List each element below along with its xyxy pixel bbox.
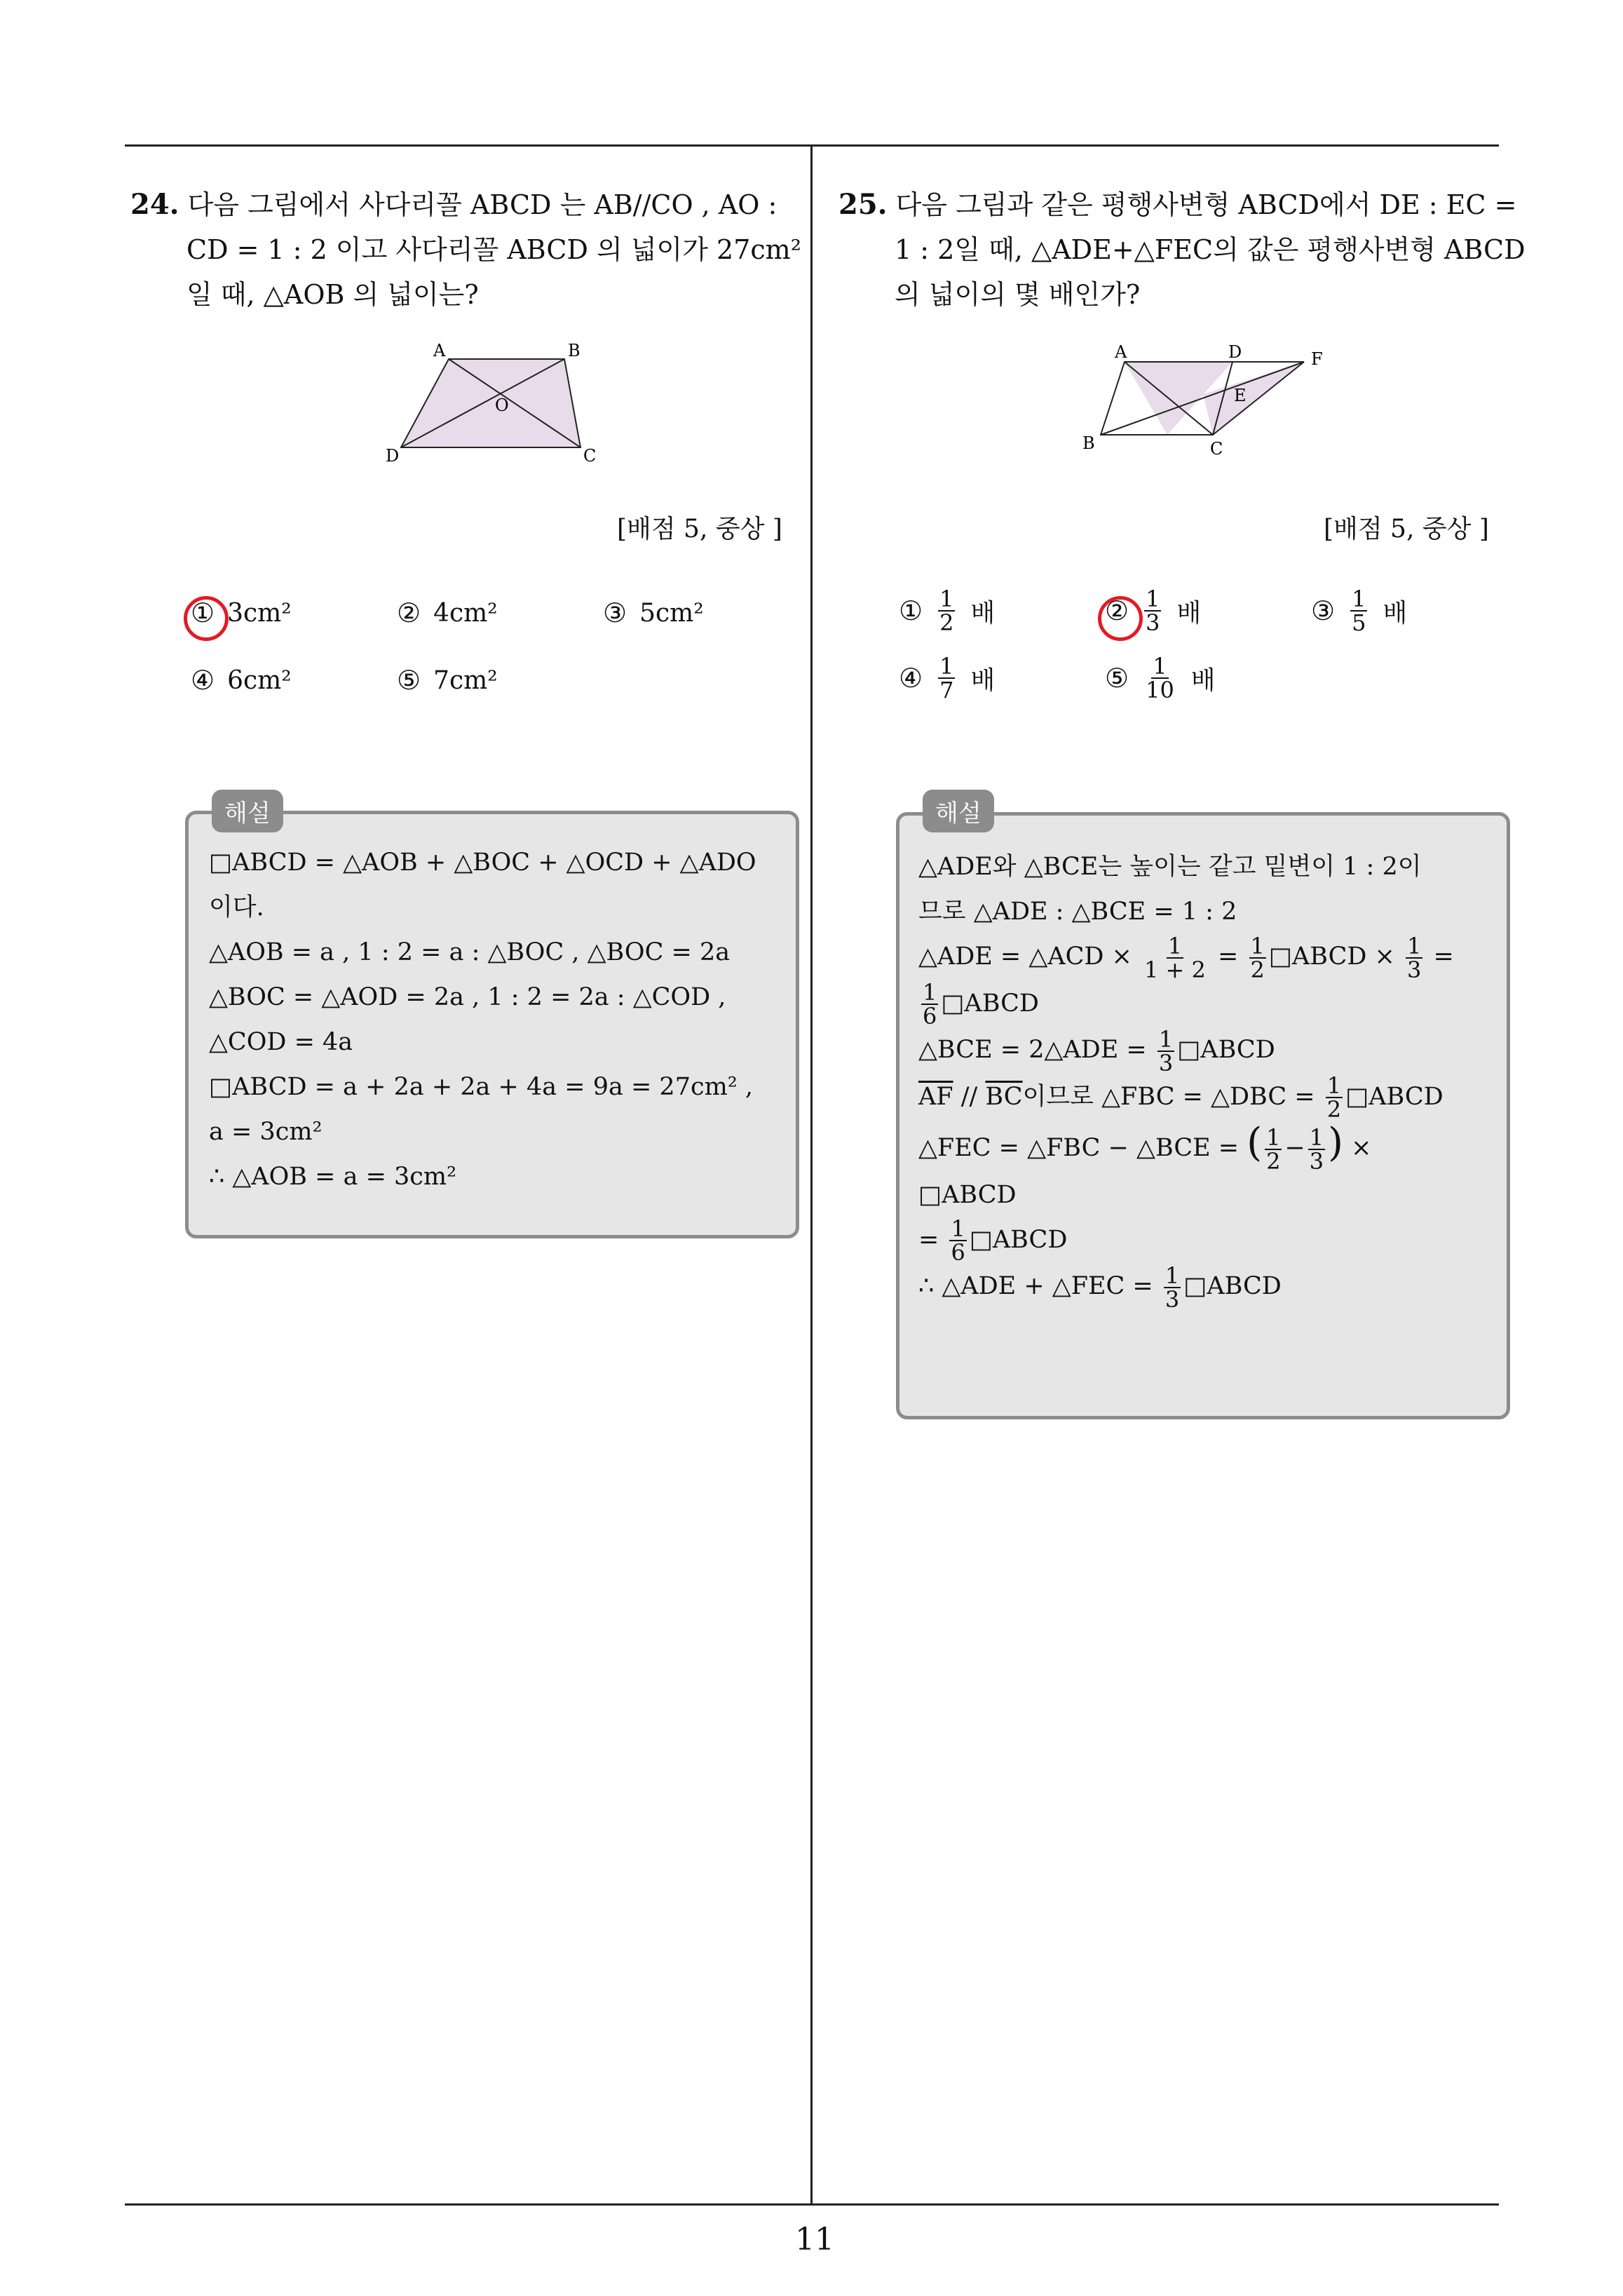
math-text: △ADE = △ACD × bbox=[918, 943, 1132, 971]
paren-open: ( bbox=[1247, 1120, 1263, 1166]
option-marker: ① bbox=[899, 595, 923, 626]
math-text: ∴ △ADE + △FEC = bbox=[918, 1272, 1153, 1300]
option-5[interactable] bbox=[1105, 655, 1216, 701]
label-F: F bbox=[1311, 349, 1323, 369]
fraction bbox=[1308, 1123, 1325, 1175]
option-2[interactable] bbox=[397, 597, 498, 628]
math-text: □ABCD bbox=[941, 989, 1039, 1018]
label-D: D bbox=[1228, 342, 1242, 362]
option-marker: ③ bbox=[603, 597, 627, 628]
denominator: 3 bbox=[1146, 609, 1160, 636]
math-text: = bbox=[1433, 943, 1454, 971]
solution-line: 이다. bbox=[209, 893, 264, 921]
bottom-rule bbox=[125, 2203, 1499, 2206]
question-25 bbox=[838, 182, 1526, 317]
question-24 bbox=[130, 182, 803, 317]
solution-line: □ABCD = △AOB + △BOC + △OCD + △ADO bbox=[209, 849, 756, 877]
fraction bbox=[1143, 932, 1207, 983]
option-2[interactable] bbox=[1105, 588, 1201, 634]
denominator: 2 bbox=[1266, 1147, 1281, 1175]
option-marker: ④ bbox=[899, 663, 923, 694]
solution-line: △BOC = △AOD = 2a , 1 : 2 = 2a : △COD , bbox=[209, 983, 726, 1011]
label-A: A bbox=[433, 344, 446, 360]
option-text: 6cm² bbox=[227, 666, 292, 695]
option-marker: ② bbox=[397, 597, 421, 628]
numerator: 1 bbox=[1146, 586, 1160, 612]
math-text: = bbox=[918, 1225, 939, 1254]
solution-tag: 해설 bbox=[212, 790, 283, 832]
math-text: △BCE = 2△ADE = bbox=[918, 1036, 1147, 1064]
option-marker: ③ bbox=[1311, 595, 1336, 626]
math-text: $\overline{BC}$ bbox=[985, 1082, 1023, 1111]
fraction bbox=[1265, 1123, 1282, 1175]
numerator: 1 bbox=[1158, 1025, 1174, 1053]
option-marker: ④ bbox=[191, 665, 215, 696]
math-text: // bbox=[953, 1082, 986, 1111]
question-25-text bbox=[838, 182, 1526, 317]
denominator: 10 bbox=[1146, 677, 1174, 703]
question-number: 25. bbox=[838, 188, 888, 221]
denominator: 2 bbox=[1250, 956, 1265, 983]
option-1[interactable] bbox=[899, 588, 995, 634]
score-label: [배점 5, 중상 ] bbox=[1324, 515, 1489, 543]
label-C: C bbox=[583, 446, 597, 463]
paren-close: ) bbox=[1328, 1120, 1344, 1166]
option-unit: 배 bbox=[970, 666, 996, 695]
solution-line: 므로 △ADE : △BCE = 1 : 2 bbox=[918, 898, 1237, 926]
fraction bbox=[1406, 932, 1422, 983]
numerator: 1 bbox=[939, 653, 954, 680]
denominator: 1 + 2 bbox=[1144, 956, 1206, 983]
option-unit: 배 bbox=[970, 598, 996, 628]
label-O: O bbox=[495, 396, 509, 415]
option-text: 7cm² bbox=[433, 666, 498, 695]
fraction bbox=[1144, 588, 1161, 634]
solution-25-body bbox=[918, 844, 1454, 1311]
label-A: A bbox=[1115, 342, 1127, 362]
numerator: 1 bbox=[1153, 653, 1167, 680]
option-1[interactable] bbox=[191, 597, 292, 628]
option-unit: 배 bbox=[1383, 598, 1408, 628]
fraction bbox=[1144, 655, 1176, 701]
fraction bbox=[1249, 932, 1266, 983]
fraction bbox=[1326, 1074, 1343, 1121]
denominator: 6 bbox=[951, 1239, 965, 1266]
option-marker: ① bbox=[191, 597, 215, 628]
option-4[interactable] bbox=[899, 655, 995, 701]
solution-line bbox=[918, 934, 1454, 981]
solution-line bbox=[918, 1074, 1454, 1121]
solution-line bbox=[918, 1217, 1454, 1264]
option-5[interactable] bbox=[397, 665, 498, 696]
numerator: 1 bbox=[1326, 1072, 1342, 1099]
math-text: □ABCD bbox=[969, 1225, 1068, 1254]
denominator: 3 bbox=[1407, 956, 1422, 983]
option-text: 4cm² bbox=[433, 598, 498, 628]
option-marker: ⑤ bbox=[397, 665, 421, 696]
page-number: 11 bbox=[795, 2222, 834, 2257]
solution-line bbox=[918, 1121, 1454, 1173]
math-text: □ABCD bbox=[1345, 1082, 1444, 1111]
option-marker: ⑤ bbox=[1105, 663, 1129, 694]
numerator: 1 bbox=[1167, 932, 1183, 959]
denominator: 7 bbox=[939, 677, 954, 703]
question-line: 다음 그림과 같은 평행사변형 ABCD에서 DE : EC = bbox=[895, 189, 1517, 220]
fraction bbox=[1157, 1025, 1174, 1076]
numerator: 1 bbox=[939, 586, 954, 612]
denominator: 3 bbox=[1309, 1147, 1324, 1175]
solution-line: △COD = 4a bbox=[209, 1028, 353, 1056]
fraction bbox=[921, 981, 938, 1027]
solution-line bbox=[918, 1027, 1454, 1074]
label-E: E bbox=[1234, 386, 1247, 405]
question-line: CD = 1 : 2 이고 사다리꼴 ABCD 의 넓이가 27cm² bbox=[186, 234, 801, 265]
option-unit: 배 bbox=[1176, 598, 1202, 628]
numerator: 1 bbox=[1309, 1123, 1324, 1151]
label-B: B bbox=[568, 344, 580, 360]
solution-line: △ADE와 △BCE는 높이는 같고 밑변이 1 : 2이 bbox=[918, 853, 1422, 881]
question-line: 일 때, △AOB 의 넓이는? bbox=[186, 279, 479, 310]
label-B: B bbox=[1082, 433, 1095, 453]
fraction bbox=[1350, 588, 1367, 634]
math-text: = bbox=[1218, 943, 1239, 971]
solution-line: △AOB = a , 1 : 2 = a : △BOC , △BOC = 2a bbox=[209, 938, 731, 966]
math-text: $\overline{AF}$ bbox=[918, 1082, 953, 1111]
label-C: C bbox=[1210, 439, 1223, 459]
trapezoid-figure bbox=[379, 344, 617, 463]
math-text: 이므로 △FBC = △DBC = bbox=[1022, 1082, 1315, 1111]
question-24-text bbox=[130, 182, 803, 317]
numerator: 1 bbox=[1407, 932, 1422, 959]
solution-tag: 해설 bbox=[923, 790, 994, 832]
denominator: 6 bbox=[923, 1003, 937, 1029]
fraction bbox=[1164, 1264, 1181, 1311]
solution-24-body bbox=[209, 840, 756, 1199]
option-4[interactable] bbox=[191, 665, 292, 696]
fraction bbox=[949, 1217, 966, 1264]
solution-line: □ABCD bbox=[918, 1180, 1017, 1209]
score-label: [배점 5, 중상 ] bbox=[617, 515, 782, 543]
denominator: 3 bbox=[1164, 1285, 1180, 1313]
numerator: 1 bbox=[923, 979, 937, 1006]
numerator: 1 bbox=[1266, 1123, 1281, 1151]
option-marker: ② bbox=[1105, 595, 1129, 626]
numerator: 1 bbox=[951, 1215, 965, 1242]
question-number: 24. bbox=[130, 188, 179, 221]
fraction bbox=[938, 588, 955, 634]
solution-line: □ABCD = a + 2a + 2a + 4a = 9a = 27cm² , bbox=[209, 1073, 754, 1101]
question-line: 의 넓이의 몇 배인가? bbox=[895, 279, 1141, 310]
numerator: 1 bbox=[1352, 586, 1366, 612]
numerator: 1 bbox=[1164, 1262, 1180, 1289]
denominator: 2 bbox=[939, 609, 954, 636]
parallelogram-figure bbox=[1073, 341, 1339, 467]
option-3[interactable] bbox=[603, 597, 704, 628]
denominator: 2 bbox=[1326, 1096, 1342, 1123]
option-3[interactable] bbox=[1311, 588, 1407, 634]
column-divider bbox=[810, 144, 813, 2205]
option-unit: 배 bbox=[1190, 666, 1216, 695]
denominator: 3 bbox=[1158, 1049, 1174, 1076]
math-text: − bbox=[1284, 1134, 1305, 1162]
question-line: 다음 그림에서 사다리꼴 ABCD 는 AB//CO , AO : bbox=[187, 189, 777, 220]
option-text: 3cm² bbox=[227, 598, 292, 628]
label-D: D bbox=[386, 446, 400, 463]
solution-line: a = 3cm² bbox=[209, 1118, 322, 1146]
denominator: 5 bbox=[1352, 609, 1366, 636]
math-text: △FEC = △FBC − △BCE = bbox=[918, 1134, 1240, 1162]
solution-line: ∴ △AOB = a = 3cm² bbox=[209, 1163, 457, 1191]
option-text: 5cm² bbox=[639, 598, 704, 628]
question-line: 1 : 2일 때, △ADE+△FEC의 값은 평행사변형 ABCD bbox=[895, 234, 1526, 265]
fraction bbox=[938, 655, 955, 701]
math-text: × bbox=[1351, 1134, 1372, 1162]
math-text: □ABCD × bbox=[1268, 943, 1395, 971]
math-text: □ABCD bbox=[1177, 1036, 1275, 1064]
numerator: 1 bbox=[1250, 932, 1265, 959]
math-text: □ABCD bbox=[1183, 1272, 1282, 1300]
solution-line bbox=[918, 981, 1454, 1028]
solution-line bbox=[918, 1264, 1454, 1311]
